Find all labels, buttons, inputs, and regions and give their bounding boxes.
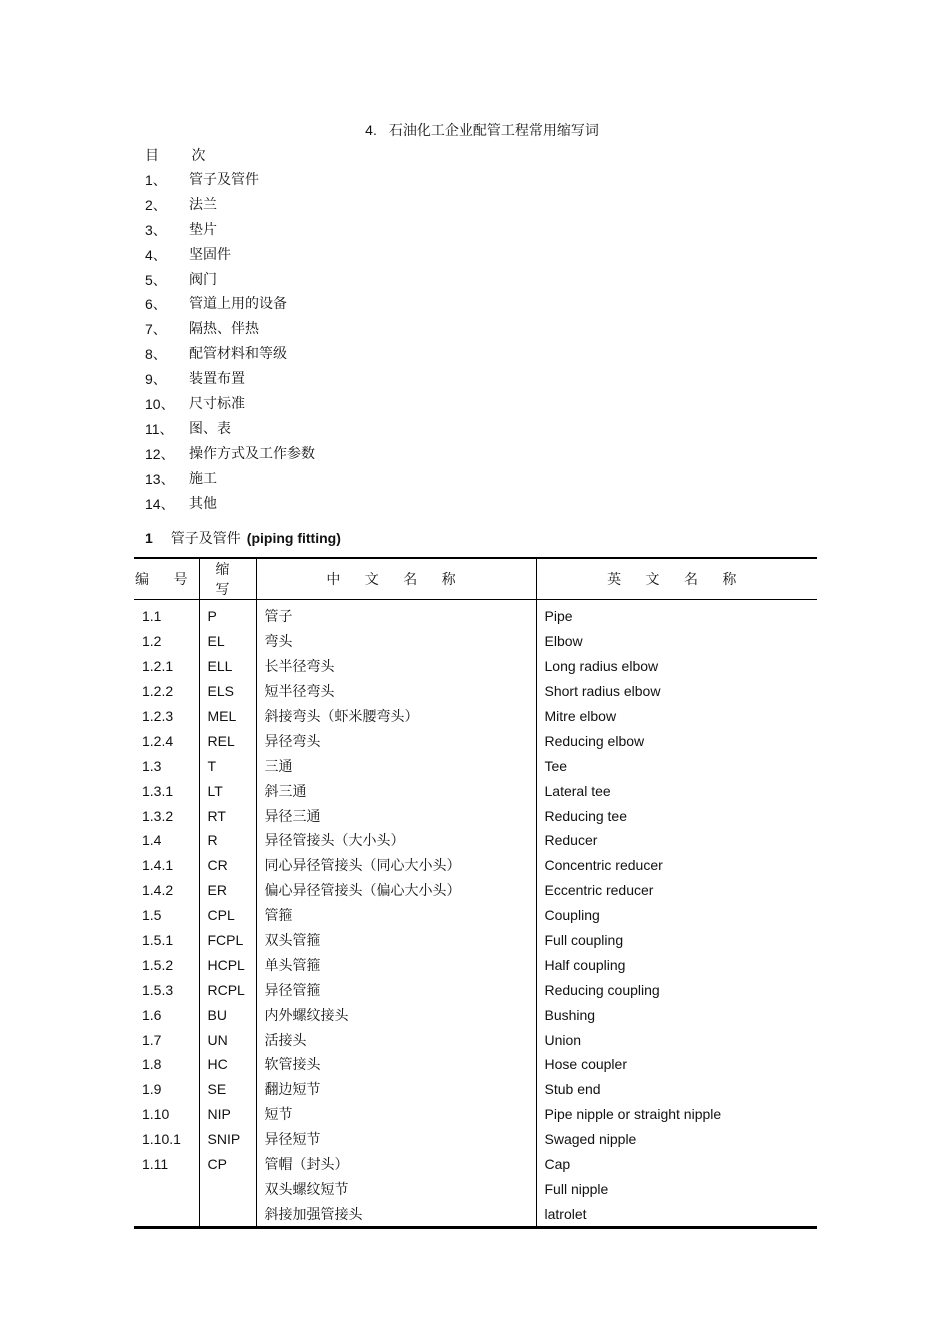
toc-item-number: 2、 [145, 196, 167, 213]
row-abbreviation [199, 1176, 256, 1201]
row-chinese-name: 软管接头 [256, 1052, 536, 1077]
row-number: 1.2.3 [142, 708, 174, 724]
row-english-name: Mitre elbow [536, 704, 817, 729]
table-row [134, 1052, 817, 1077]
toc-item-label: 法兰 [189, 196, 217, 213]
row-abbreviation: RT [199, 803, 256, 828]
toc-item-label: 其他 [189, 495, 217, 512]
toc-item [145, 394, 315, 419]
row-number: 1.3.2 [142, 807, 174, 824]
row-chinese-name: 双头螺纹短节 [256, 1176, 536, 1201]
table-row [134, 977, 817, 1002]
toc-item-number: 12、 [145, 445, 175, 462]
row-abbreviation: UN [199, 1027, 256, 1052]
row-number [134, 1176, 199, 1201]
table-row [134, 1201, 817, 1227]
table-row [134, 903, 817, 928]
row-english-name: Swaged nipple [536, 1127, 817, 1152]
row-number: 1.9 [142, 1081, 162, 1098]
table-row [134, 878, 817, 903]
title-text: 石油化工企业配管工程常用缩写词 [388, 123, 599, 139]
toc-item [145, 419, 315, 444]
row-abbreviation: HC [199, 1052, 256, 1077]
table-row [134, 853, 817, 878]
row-number: 1.2 [142, 633, 162, 650]
row-chinese-name: 长半径弯头 [256, 654, 536, 679]
row-abbreviation: BU [199, 1002, 256, 1027]
row-number: 1.2.4 [142, 732, 174, 749]
row-chinese-name: 异径管接头（大小头） [256, 828, 536, 853]
row-number: 1.6 [142, 1006, 162, 1023]
row-english-name: Hose coupler [536, 1052, 817, 1077]
row-english-name: Reducing coupling [536, 977, 817, 1002]
section-title-cn: 管子及管件 [170, 531, 241, 547]
table-row [134, 679, 817, 704]
row-abbreviation: ELS [199, 679, 256, 704]
row-number: 1.8 [142, 1056, 162, 1073]
toc-item-label: 装置布置 [189, 371, 245, 388]
row-abbreviation: MEL [199, 704, 256, 729]
row-number: 1.4 [142, 832, 162, 849]
toc-item-number: 4、 [145, 246, 167, 263]
row-number: 1.3.1 [142, 782, 174, 799]
row-english-name: Tee [536, 753, 817, 778]
row-chinese-name: 异径弯头 [256, 728, 536, 753]
row-chinese-name: 斜接弯头（虾米腰弯头） [256, 704, 536, 729]
row-chinese-name: 内外螺纹接头 [256, 1002, 536, 1027]
table-row [134, 704, 817, 729]
row-number: 1.3 [142, 757, 162, 774]
row-number: 1.11 [142, 1156, 169, 1173]
table-row [134, 1152, 817, 1177]
document-title [0, 120, 950, 140]
toc-item [145, 170, 315, 195]
toc-item-label: 垫片 [189, 221, 217, 238]
table-row [134, 1002, 817, 1027]
row-english-name: Coupling [536, 903, 817, 928]
row-number: 1.10 [142, 1106, 170, 1123]
toc-item [145, 220, 315, 245]
row-chinese-name: 翻边短节 [256, 1077, 536, 1102]
table-row [134, 952, 817, 977]
toc-item [145, 245, 315, 270]
table-of-contents [145, 170, 315, 518]
row-english-name: Concentric reducer [536, 853, 817, 878]
table-row [134, 828, 817, 853]
table-row [134, 728, 817, 753]
table-row [134, 1027, 817, 1052]
row-abbreviation: SE [199, 1077, 256, 1102]
row-chinese-name: 管帽（封头） [256, 1152, 536, 1177]
table-row [134, 803, 817, 828]
header-number: 编 号 [134, 558, 199, 600]
row-abbreviation: P [199, 600, 256, 629]
toc-item [145, 270, 315, 295]
row-chinese-name: 异径短节 [256, 1127, 536, 1152]
toc-item [145, 294, 315, 319]
toc-item-number: 9、 [145, 371, 167, 388]
row-chinese-name: 斜接加强管接头 [256, 1201, 536, 1227]
row-abbreviation: FCPL [199, 928, 256, 953]
row-english-name: Long radius elbow [536, 654, 817, 679]
row-chinese-name: 活接头 [256, 1027, 536, 1052]
row-number: 1.7 [142, 1031, 162, 1048]
row-english-name: Eccentric reducer [536, 878, 817, 903]
row-abbreviation: NIP [199, 1102, 256, 1127]
row-english-name: Pipe nipple or straight nipple [536, 1102, 817, 1127]
row-number: 1.5 [142, 907, 162, 924]
toc-item [145, 494, 315, 519]
section-title-en: (piping fitting) [246, 530, 341, 546]
row-number [134, 1201, 199, 1227]
row-number: 1.4.1 [142, 857, 174, 874]
row-chinese-name: 弯头 [256, 629, 536, 654]
row-chinese-name: 双头管箍 [256, 928, 536, 953]
table-row [134, 629, 817, 654]
row-chinese-name: 异径管箍 [256, 977, 536, 1002]
table-row [134, 1127, 817, 1152]
toc-item [145, 369, 315, 394]
table-row [134, 600, 817, 629]
row-chinese-name: 斜三通 [256, 778, 536, 803]
table-row [134, 1176, 817, 1201]
row-english-name: Pipe [536, 600, 817, 629]
toc-heading: 目 次 [145, 148, 220, 164]
row-english-name: Full coupling [536, 928, 817, 953]
table-header-row [134, 558, 817, 600]
toc-item-number: 8、 [145, 346, 167, 363]
toc-item-label: 阀门 [189, 271, 217, 288]
row-number: 1.2.1 [142, 658, 174, 675]
row-abbreviation: SNIP [199, 1127, 256, 1152]
row-english-name: Full nipple [536, 1176, 817, 1201]
title-number: 4. [365, 122, 377, 138]
toc-item-number: 1、 [145, 172, 167, 188]
toc-item-label: 管道上用的设备 [189, 296, 287, 313]
row-abbreviation: R [199, 828, 256, 853]
table-row [134, 1102, 817, 1127]
row-abbreviation: REL [199, 728, 256, 753]
toc-item-label: 操作方式及工作参数 [189, 445, 315, 462]
toc-item-number: 11、 [145, 420, 174, 437]
row-chinese-name: 管子 [256, 600, 536, 629]
header-english-name: 英 文 名 称 [536, 558, 817, 600]
toc-item-number: 7、 [145, 321, 167, 338]
row-english-name: Stub end [536, 1077, 817, 1102]
header-chinese-name: 中 文 名 称 [256, 558, 536, 600]
table-body [134, 600, 817, 1228]
toc-item [145, 344, 315, 369]
row-abbreviation: ER [199, 878, 256, 903]
row-abbreviation: CP [199, 1152, 256, 1177]
toc-item [145, 444, 315, 469]
toc-item-label: 图、表 [189, 420, 231, 437]
row-english-name: Reducing elbow [536, 728, 817, 753]
row-english-name: Reducer [536, 828, 817, 853]
row-english-name: Bushing [536, 1002, 817, 1027]
toc-item-number: 13、 [145, 470, 175, 487]
row-abbreviation: RCPL [199, 977, 256, 1002]
row-abbreviation: HCPL [199, 952, 256, 977]
row-chinese-name: 异径三通 [256, 803, 536, 828]
row-number: 1.10.1 [142, 1131, 181, 1148]
row-abbreviation: LT [199, 778, 256, 803]
row-number: 1.5.1 [142, 932, 174, 949]
table-row [134, 1077, 817, 1102]
table-row [134, 753, 817, 778]
toc-item-number: 6、 [145, 296, 167, 313]
row-number: 1.1 [142, 608, 162, 625]
toc-item-number: 5、 [145, 271, 167, 288]
row-english-name: Short radius elbow [536, 679, 817, 704]
toc-item-number: 14、 [145, 495, 175, 512]
row-number: 1.5.3 [142, 981, 174, 998]
toc-item-number: 10、 [145, 396, 175, 413]
row-chinese-name: 短节 [256, 1102, 536, 1127]
toc-item-label: 坚固件 [189, 246, 231, 263]
row-number: 1.4.2 [142, 882, 174, 899]
row-abbreviation: EL [199, 629, 256, 654]
toc-item-number: 3、 [145, 221, 167, 238]
table-row [134, 928, 817, 953]
row-abbreviation: ELL [199, 654, 256, 679]
row-chinese-name: 管箍 [256, 903, 536, 928]
toc-item [145, 195, 315, 220]
table-row [134, 654, 817, 679]
row-english-name: Lateral tee [536, 778, 817, 803]
row-english-name: latrolet [536, 1201, 817, 1227]
row-english-name: Cap [536, 1152, 817, 1177]
row-abbreviation [199, 1201, 256, 1227]
toc-item-label: 配管材料和等级 [189, 346, 287, 363]
row-chinese-name: 偏心异径管接头（偏心大小头） [256, 878, 536, 903]
row-chinese-name: 同心异径管接头（同心大小头） [256, 853, 536, 878]
row-number: 1.5.2 [142, 956, 174, 973]
row-abbreviation: CR [199, 853, 256, 878]
toc-item-label: 隔热、伴热 [189, 321, 259, 338]
section-heading [145, 528, 341, 548]
table-row [134, 778, 817, 803]
toc-item [145, 319, 315, 344]
row-abbreviation: CPL [199, 903, 256, 928]
toc-item-label: 尺寸标准 [189, 396, 245, 413]
row-english-name: Elbow [536, 629, 817, 654]
row-chinese-name: 单头管箍 [256, 952, 536, 977]
row-number: 1.2.2 [142, 683, 174, 700]
row-english-name: Union [536, 1027, 817, 1052]
row-chinese-name: 三通 [256, 753, 536, 778]
row-chinese-name: 短半径弯头 [256, 679, 536, 704]
toc-item-label: 施工 [189, 470, 217, 487]
row-english-name: Reducing tee [536, 803, 817, 828]
row-abbreviation: T [199, 753, 256, 778]
header-abbreviation: 缩 写 [199, 558, 256, 600]
section-number: 1 [145, 530, 153, 546]
row-english-name: Half coupling [536, 952, 817, 977]
abbreviation-table [134, 557, 817, 1229]
toc-item [145, 469, 315, 494]
toc-item-label: 管子及管件 [189, 172, 259, 188]
